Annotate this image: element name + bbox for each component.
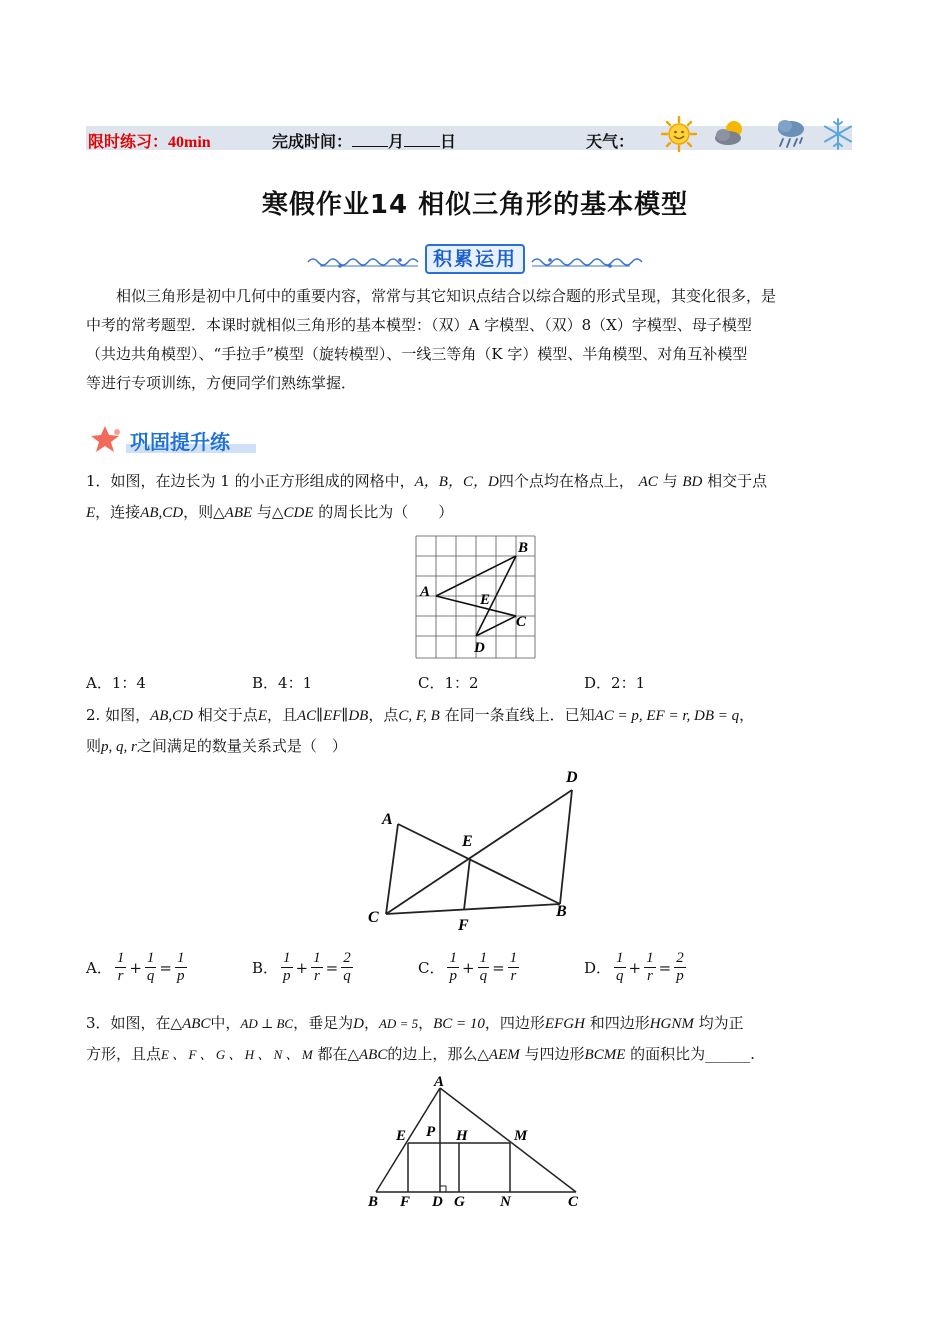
q3-triangle-aem: △AEM bbox=[477, 1047, 520, 1063]
fraction bbox=[478, 950, 490, 985]
q2-text: 2. 如图， bbox=[86, 706, 151, 724]
denominator: r bbox=[117, 968, 124, 984]
q2-label-a: A bbox=[382, 811, 393, 828]
q2-option-c[interactable]: C． $\frac{1}{p}$ + $\frac{1}{q}$ = $\frac{1}{r}$ bbox=[418, 950, 518, 984]
q1-triangle-abe: △ABE bbox=[213, 505, 253, 521]
q3-quad-hgnm: HGNM bbox=[649, 1016, 694, 1032]
time-limit: 限时练习：40min bbox=[88, 134, 211, 151]
q3-text: 方形，且点 bbox=[86, 1045, 162, 1063]
fraction bbox=[311, 950, 323, 985]
q1-text: 与 bbox=[256, 503, 272, 521]
denominator: p bbox=[449, 968, 457, 984]
q2-lines bbox=[386, 790, 572, 914]
q3-label-f: F bbox=[400, 1194, 411, 1210]
complete-time bbox=[272, 129, 456, 152]
numerator: 1 bbox=[616, 950, 624, 966]
q3-text: ， bbox=[418, 1014, 434, 1032]
fraction bbox=[115, 950, 127, 985]
q3-label-a: A bbox=[434, 1074, 445, 1090]
q3-points: E 、 F 、 G 、 H 、 N 、 M bbox=[161, 1047, 313, 1062]
denominator: p bbox=[177, 968, 185, 984]
q3-bc: BC = 10 bbox=[433, 1016, 485, 1032]
q2-option-a-label: A． bbox=[86, 959, 112, 977]
q2-label-c: C bbox=[368, 909, 379, 926]
q3-label-e: E bbox=[396, 1128, 407, 1144]
q2-text: 之间满足的数量关系式是（ ） bbox=[136, 737, 347, 755]
q2-segments: AB,CD bbox=[150, 708, 194, 724]
q3-text: 和四边形 bbox=[589, 1014, 650, 1032]
q3-text: ， bbox=[363, 1014, 379, 1032]
numerator: 1 bbox=[313, 950, 321, 966]
fraction bbox=[281, 950, 293, 985]
q1-triangle-cde: △CDE bbox=[271, 505, 314, 521]
question-3 bbox=[86, 1008, 876, 1070]
section-badge bbox=[300, 242, 650, 276]
q1-text: ，则 bbox=[183, 503, 214, 521]
q3-line-2 bbox=[86, 1039, 876, 1070]
q2-variables: p, q, r bbox=[101, 739, 137, 755]
weather-label: 天气： bbox=[586, 134, 635, 151]
q1-bd: BD bbox=[682, 474, 703, 490]
numerator: 1 bbox=[146, 950, 155, 966]
q1-ac: AC bbox=[638, 474, 658, 490]
intro-text-1: 相似三角形是初中几何中的重要内容，常常与其它知识点结合以综合题的形式呈现，其变化很多，是 bbox=[116, 287, 777, 305]
q2-text: 相交于点 bbox=[197, 706, 258, 724]
numerator: 1 bbox=[509, 950, 518, 966]
q1-label-d: D bbox=[474, 640, 485, 656]
q1-text: ，连接 bbox=[95, 503, 141, 521]
page-title: 寒假作业14 相似三角形的基本模型 bbox=[261, 190, 689, 220]
q3-label-d: D bbox=[432, 1194, 443, 1210]
q2-text: ，且 bbox=[266, 706, 297, 724]
intro-line-3: （共边共角模型）、“手拉手”模型（旋转模型）、一线三等角（K 字）模型、半角模型、对角互补模型 bbox=[86, 345, 748, 363]
denominator: q bbox=[343, 968, 351, 984]
q2-points: C, F, B bbox=[398, 708, 440, 724]
question-2 bbox=[86, 700, 876, 762]
badge-label: 积累运用 bbox=[425, 244, 525, 274]
q2-label-f: F bbox=[458, 917, 469, 934]
intro-line-1 bbox=[86, 282, 866, 311]
q1-line-1 bbox=[86, 466, 876, 497]
month-label: 月 bbox=[388, 134, 405, 151]
q2-equation: AC = p, EF = r, DB = q bbox=[594, 708, 740, 724]
intro-line-2: 中考的常考题型．本课时就相似三角形的基本模型：（双）A 字模型、（双）8（X）字模型、母子模型 bbox=[86, 316, 752, 334]
q1-label-c: C bbox=[516, 614, 527, 630]
q1-option-b[interactable]: B．4：1 bbox=[252, 674, 313, 692]
q1-option-a[interactable]: A．1：4 bbox=[86, 674, 146, 692]
day-label: 日 bbox=[440, 134, 457, 151]
q3-label-p: P bbox=[426, 1124, 436, 1140]
q3-triangle: △ABC bbox=[170, 1016, 211, 1032]
q3-text: 与四边形 bbox=[524, 1045, 585, 1063]
q2-label-e: E bbox=[462, 833, 473, 850]
q3-text: 均为正 bbox=[698, 1014, 744, 1032]
snowflake-icon[interactable] bbox=[820, 116, 856, 152]
numerator: 1 bbox=[177, 950, 185, 966]
q1-segments: AB,CD bbox=[140, 505, 184, 521]
q3-label-h: H bbox=[456, 1128, 468, 1144]
q3-text: 的边上，那么 bbox=[387, 1045, 478, 1063]
q3-label-m: M bbox=[514, 1128, 528, 1144]
denominator: r bbox=[510, 968, 517, 984]
section-header bbox=[90, 424, 270, 454]
fraction bbox=[175, 950, 187, 985]
complete-time-label: 完成时间： bbox=[272, 134, 353, 151]
denominator: r bbox=[646, 968, 653, 984]
q2-option-b[interactable]: B． $\frac{1}{p}$ + $\frac{1}{r}$ = $\frac{2}{q}$ bbox=[252, 950, 351, 984]
q1-text: 的周长比为（ ） bbox=[318, 503, 454, 521]
numerator: 1 bbox=[283, 950, 291, 966]
partly-cloudy-icon[interactable] bbox=[712, 116, 748, 152]
q1-text: 四个点均在格点上， bbox=[498, 472, 634, 490]
q3-text: 中， bbox=[210, 1014, 241, 1032]
q2-figure bbox=[360, 762, 600, 934]
q2-text: ，点 bbox=[368, 706, 399, 724]
q2-option-d[interactable]: D． $\frac{1}{q}$ + $\frac{1}{r}$ = $\frac{2}{p}$ bbox=[584, 950, 684, 984]
q1-points: A，B，C，D bbox=[414, 474, 499, 490]
intro-paragraph bbox=[86, 282, 866, 398]
q2-text: ， bbox=[739, 706, 755, 724]
q1-line-2 bbox=[86, 497, 876, 528]
q3-line-1 bbox=[86, 1008, 876, 1039]
denominator: r bbox=[313, 968, 320, 984]
q3-triangle: △ABC bbox=[347, 1047, 388, 1063]
numerator: 1 bbox=[116, 950, 125, 966]
right-angle-mark bbox=[440, 1186, 446, 1192]
q2-text: 在同一条直线上．已知 bbox=[444, 706, 595, 724]
q1-option-c[interactable]: C．1：2 bbox=[418, 674, 479, 692]
section-label: 巩固提升练 bbox=[130, 430, 230, 454]
fraction bbox=[341, 950, 353, 985]
q2-label-b: B bbox=[556, 903, 567, 920]
q3-text: 都在 bbox=[317, 1045, 348, 1063]
q3-answer-blank[interactable]: 的面积比为______. bbox=[630, 1045, 755, 1063]
q2-point-e: E bbox=[257, 708, 267, 724]
q3-label-c: C bbox=[568, 1194, 579, 1210]
q3-text: ，四边形 bbox=[484, 1014, 545, 1032]
intro-line-4: 等进行专项训练，方便同学们熟练掌握． bbox=[86, 374, 357, 392]
q1-label-e: E bbox=[480, 592, 491, 608]
star-icon bbox=[90, 424, 124, 454]
numerator: 1 bbox=[449, 950, 457, 966]
q2-option-d-label: D． bbox=[584, 959, 612, 977]
rain-icon[interactable] bbox=[773, 116, 809, 152]
q2-label-d: D bbox=[566, 769, 578, 786]
fraction bbox=[614, 950, 626, 985]
q2-option-a[interactable]: A． $\frac{1}{r}$ + $\frac{1}{q}$ = $\frac{1}{p}$ bbox=[86, 950, 185, 984]
q1-point-e: E bbox=[86, 505, 96, 521]
sun-icon[interactable] bbox=[661, 116, 697, 152]
denominator: q bbox=[616, 968, 624, 984]
q2-line-1 bbox=[86, 700, 876, 731]
numerator: 2 bbox=[676, 950, 684, 966]
denominator: q bbox=[479, 968, 488, 984]
numerator: 2 bbox=[343, 950, 351, 966]
q1-text: 与 bbox=[662, 472, 678, 490]
q1-label-b: B bbox=[518, 540, 529, 556]
numerator: 1 bbox=[479, 950, 488, 966]
q3-perp: AD ⊥ BC bbox=[240, 1016, 294, 1031]
fraction bbox=[508, 950, 520, 985]
q2-line-2 bbox=[86, 731, 876, 762]
denominator: p bbox=[283, 968, 291, 984]
q3-label-b: B bbox=[368, 1194, 379, 1210]
q3-ad: AD = 5 bbox=[378, 1016, 419, 1031]
day-blank[interactable] bbox=[404, 133, 440, 147]
month-blank[interactable] bbox=[352, 133, 388, 147]
q2-text: 则 bbox=[86, 737, 102, 755]
numerator: 1 bbox=[646, 950, 654, 966]
q3-text: 3．如图，在 bbox=[86, 1014, 171, 1032]
q2-parallel: AC∥EF∥DB bbox=[297, 708, 369, 724]
q1-option-d[interactable]: D．2：1 bbox=[584, 674, 646, 692]
q3-label-n: N bbox=[500, 1194, 511, 1210]
q3-text: ，垂足为 bbox=[293, 1014, 354, 1032]
q3-figure bbox=[362, 1072, 592, 1212]
q3-quad-efgh: EFGH bbox=[544, 1016, 585, 1032]
fraction bbox=[447, 950, 459, 985]
fraction bbox=[145, 950, 157, 985]
fraction bbox=[644, 950, 656, 985]
q1-grid-figure bbox=[410, 532, 540, 662]
q3-quad-bcme: BCME bbox=[584, 1047, 626, 1063]
q1-text: 相交于点 bbox=[707, 472, 768, 490]
q3-point-d: D bbox=[353, 1016, 364, 1032]
q2-option-c-label: C． bbox=[418, 959, 445, 977]
q2-option-b-label: B． bbox=[252, 959, 279, 977]
denominator: q bbox=[146, 968, 155, 984]
question-1 bbox=[86, 466, 876, 528]
fraction bbox=[674, 950, 686, 985]
denominator: p bbox=[676, 968, 684, 984]
q1-text: 1．如图，在边长为 1 的小正方形组成的网格中， bbox=[86, 472, 415, 490]
q3-label-g: G bbox=[454, 1194, 465, 1210]
q1-label-a: A bbox=[420, 584, 431, 600]
